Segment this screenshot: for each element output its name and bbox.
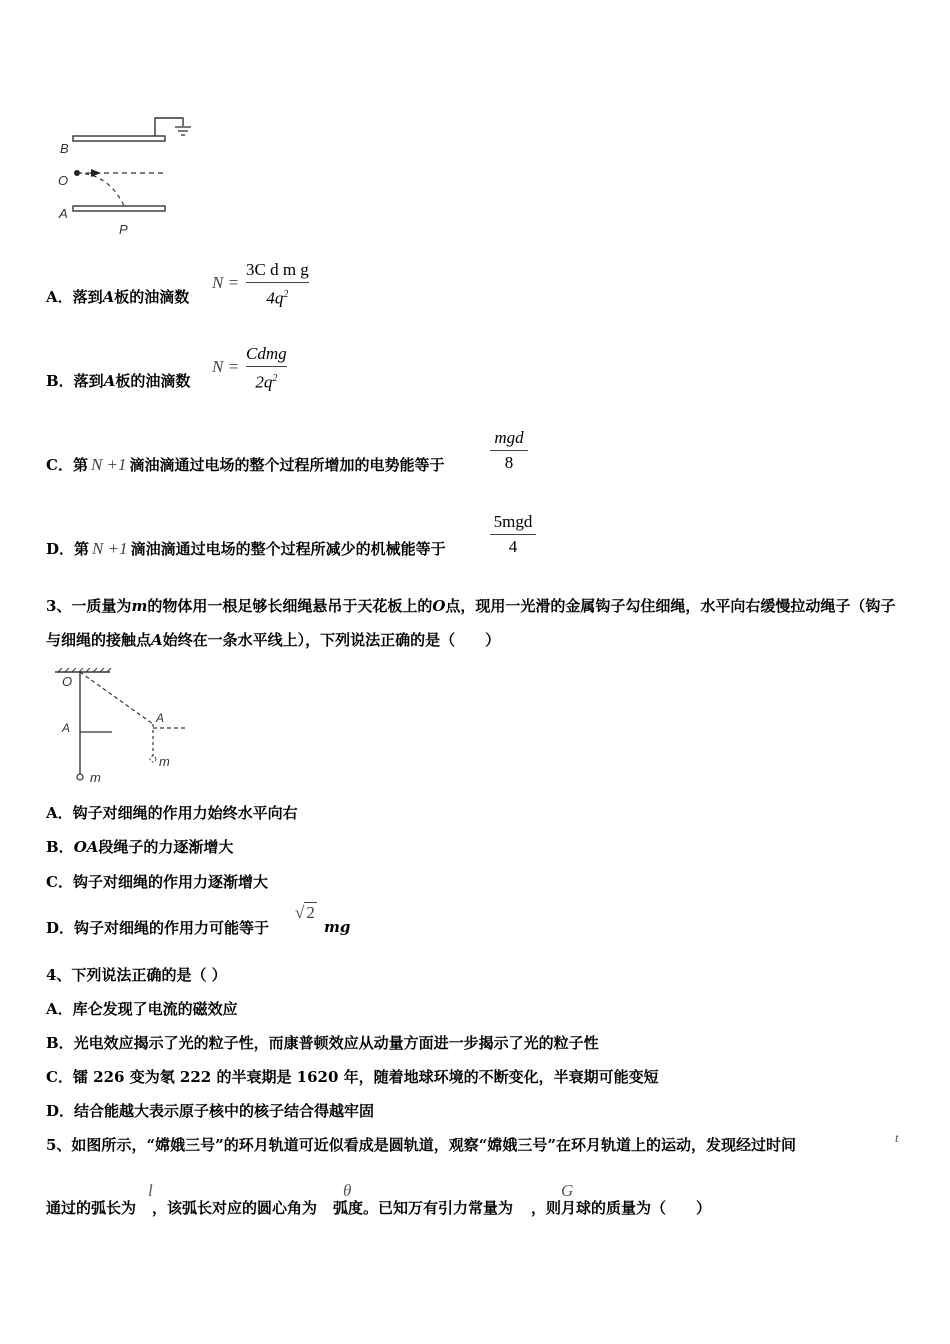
var-theta: θ [343,1181,352,1200]
q3-stem: 3、一质量为m的物体用一根足够长细绳悬吊于天花板上的O点，现用一光滑的金属钩子勾住细绳，水平向右缓慢拉动绳子（钩子与细绳的接触点A始终在一条水平线上），下列说法正确的是（ ） [46,597,896,649]
sqrt-symbol: √ [295,903,305,922]
label-a: A [59,206,68,221]
fraction-numerator: mgd [494,428,524,447]
q2-option-a-fraction [246,260,309,309]
rope-hook-figure [50,666,195,786]
q2-option-c-fraction [490,428,528,473]
label-o: O [62,674,73,689]
label-a-2: A [156,711,165,725]
mass-m-2 [150,756,156,762]
q4-option-c: C．镭 226 变为氡 222 的半衰期是 1620 年，随着地球环境的不断变化，半衰期可能变短 [46,1068,659,1086]
fraction-denominator: $4q^2$ [266,288,289,308]
q5-stem-line1: 5、如图所示，“嫦娥三号”的环月轨道可近似看成是圆轨道，观察“嫦娥三号”在环月轨道上的运动，发现经过时间 [46,1136,796,1154]
q2-option-a-lhs: N = [212,273,240,292]
q3-option-d: D．钩子对细绳的作用力可能等于 [46,919,270,937]
plate-b [73,136,165,141]
q3-option-a: A．钩子对细绳的作用力始终水平向右 [46,804,298,822]
q2-option-b-lhs: N = [212,357,240,376]
fraction-denominator: 8 [504,453,514,472]
fraction-denominator: 4 [508,537,518,556]
q2-option-c: C．第 N +1 滴油滴通过电场的整个过程所增加的电势能等于 [46,455,445,474]
trajectory-dashed-curve [77,173,125,208]
q2-option-d: D．第 N +1 滴油滴通过电场的整个过程所减少的机械能等于 [46,539,446,558]
q2-option-a: A．落到A板的油滴数 [46,288,190,306]
sqrt-expression [295,903,317,923]
q2-option-b-fraction [246,344,287,393]
dashed-rope [80,672,153,724]
var-l: l [148,1181,153,1200]
q2-option-d-fraction [490,512,536,557]
sqrt-radicand: 2 [306,903,315,922]
label-m-2: m [159,754,170,769]
plate-a [73,206,165,211]
q4-option-b: B．光电效应揭示了光的粒子性，而康普顿效应从动量方面进一步揭示了光的粒子性 [46,1034,599,1052]
velocity-arrow [91,169,101,177]
q3-option-c: C．钩子对细绳的作用力逐渐增大 [46,873,268,891]
capacitor-figure [55,112,205,240]
label-m-1: m [90,770,101,785]
fraction-numerator: 3C d m g [246,260,309,279]
fraction-numerator: 5mgd [493,512,533,531]
q4-option-a: A．库仑发现了电流的磁效应 [46,1000,238,1018]
label-o: O [58,173,69,188]
fraction-numerator: Cdmg [246,344,287,363]
label-a-1: A [62,721,71,735]
q4-option-d: D．结合能越大表示原子核中的核子结合得越牢固 [46,1102,375,1120]
q4-stem: 4、下列说法正确的是（ ） [46,966,227,984]
var-t: t [895,1130,899,1145]
q3-option-d-mg: mg [324,918,351,936]
label-p: P [119,222,128,237]
q5-stem-line2: 通过的弧长为 ，该弧长对应的圆心角为 弧度。已知万有引力常量为 ，则月球的质量为（ ） [46,1199,712,1217]
fraction-denominator: $2q^2$ [255,372,278,392]
q2-option-b: B．落到A板的油滴数 [46,372,191,390]
var-g: G [561,1181,574,1200]
mass-m-1 [77,774,83,780]
label-b: B [60,141,69,156]
q3-option-b: B．OA段绳子的力逐渐增大 [46,838,234,856]
